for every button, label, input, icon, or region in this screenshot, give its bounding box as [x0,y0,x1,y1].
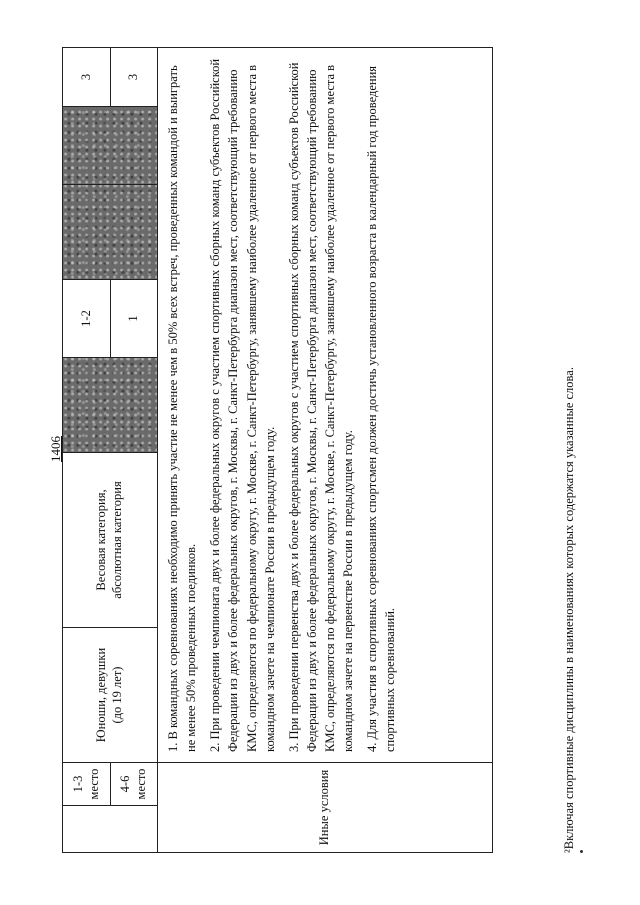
requirements-table [62,47,493,853]
condition-2: 2. При проведении чемпионата двух и более федеральных округов с участием спортивных сборных команд субъектов Российской Федерации из двух и более федеральных округов, г. Москвы, г. Санкт-Петербурга диапазон мест, соответствующий требованию КМС, определяются по федеральному округу, г. Москве, г. Санкт-Петербургу, занявшему наиболее удаленное от первого места в командном зачете на чемпионате России в предыдущем году. [208,58,277,752]
shaded-cell-3 [63,107,158,185]
value-1-3-a: 1-2 [63,280,111,358]
condition-3: 3. При проведении первенства двух и более федеральных округов с участием спортивных сборных команд субъектов Российской Федерации из двух и более федеральных округов, г. Москвы, г. Санкт-Петербурга диапазон мест, соответствующий требованию КМС, определяются по федеральному округу, г. Москве, г. Санкт-Петербургу, занявшему наиболее удаленное от первого места в командном зачете на первенстве России в предыдущем году. [286,62,356,752]
other-conditions-text [158,48,493,763]
place-4-6-label: 4-6 место [111,763,158,806]
age-group-cell: Юноши, девушки (до 19 лет) [63,628,158,763]
condition-1: 1. В командных соревнованиях необходимо принять участие не менее чем в 50% всех встреч, проведенных командой и выиграть не менее 50% проведенных поединков. [166,65,199,752]
shaded-cell-2 [63,185,158,280]
category-cell: Весовая категория, абсолютная категория [63,453,158,628]
shaded-cell-1 [63,358,158,453]
footnote: ²Включая спортивные дисциплины в наименованиях которых содержатся указанные слова. [562,367,576,853]
condition-4: 4. Для участия в спортивных соревнованиях спортсмен должен достичь установленного возраста в календарный год проведения спортивных соревнований. [365,65,398,752]
value-4-6-b: 3 [111,48,158,107]
table-row-other-conditions [158,48,493,853]
scan-dot [580,850,583,853]
place-1-3-cell [63,806,158,853]
page-number: 1406 [48,436,63,462]
value-1-3-b: 3 [63,48,111,107]
place-1-3-label: 1-3 место [63,763,111,806]
table-row-1-3 [63,48,111,853]
other-conditions-label: Иные условия [158,763,493,853]
value-4-6-a: 1 [111,280,158,358]
